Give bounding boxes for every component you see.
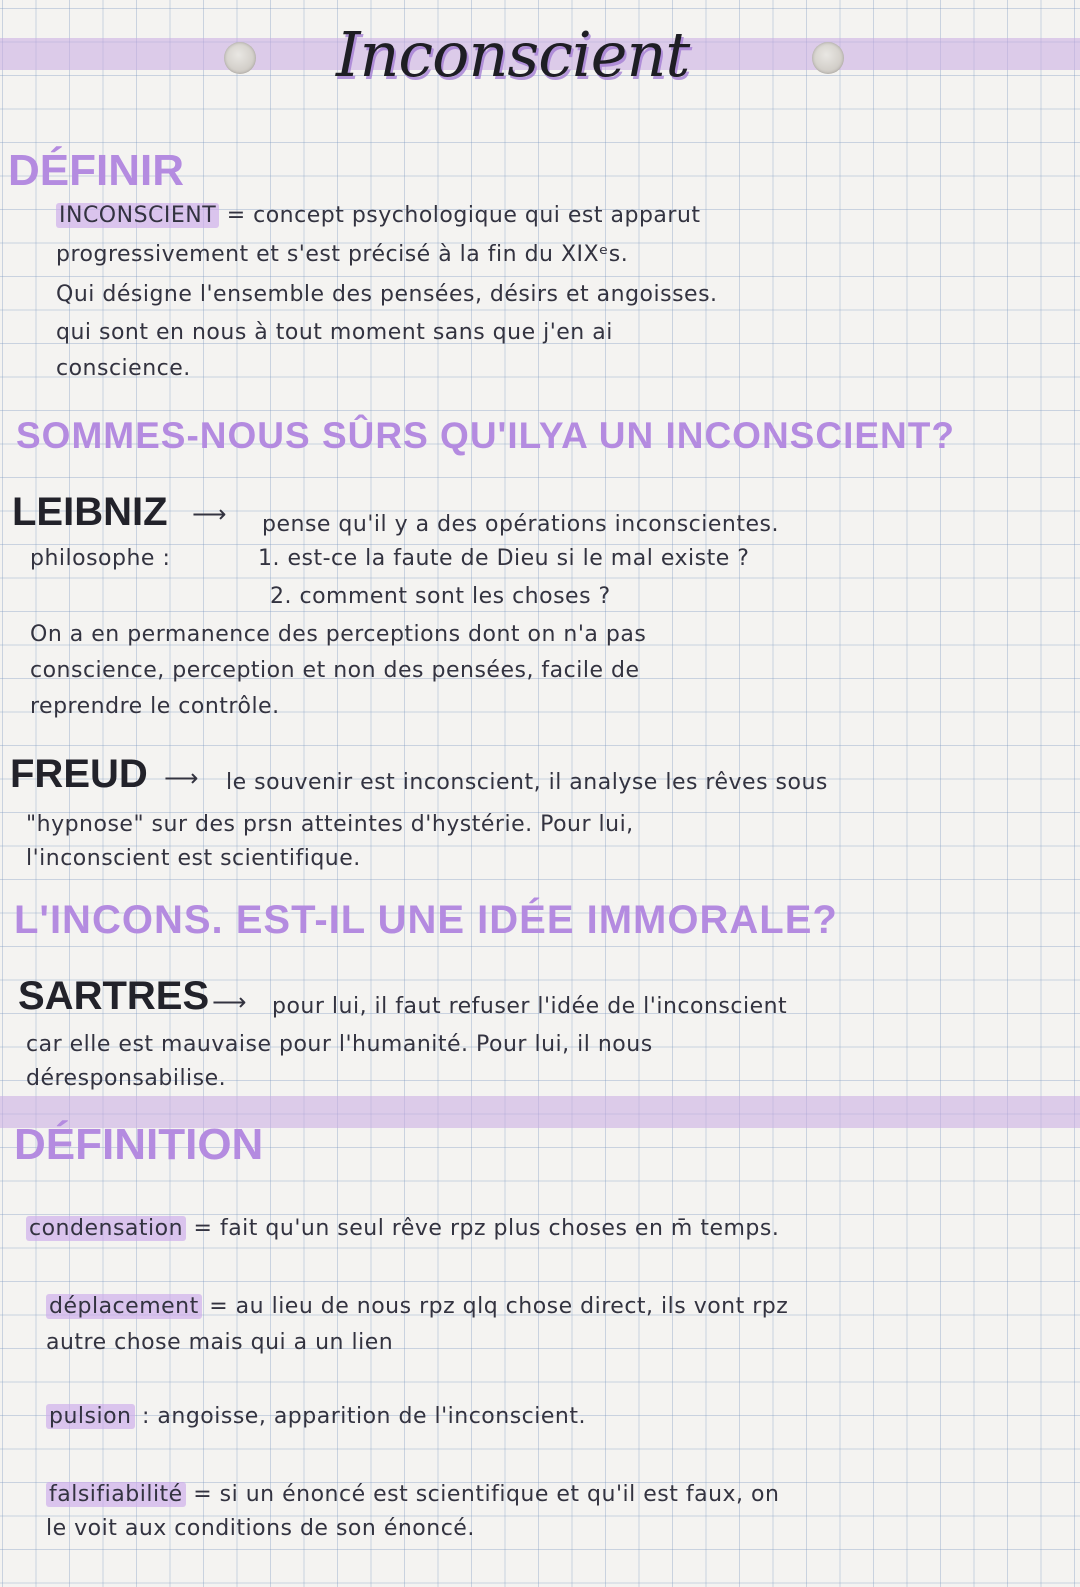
leibniz-line-6: reprendre le contrôle. bbox=[30, 694, 280, 719]
definir-line-2: progressivement et s'est précisé à la fin du XIXᵉs. bbox=[56, 242, 629, 267]
term-pulsion: pulsion bbox=[46, 1404, 135, 1429]
binder-hole-right bbox=[812, 42, 844, 74]
definition-deplacement-line-2: autre chose mais qui a un lien bbox=[46, 1330, 394, 1355]
freud-line-2: "hypnose" sur des prsn atteintes d'hystérie. Pour lui, bbox=[26, 812, 634, 837]
binder-hole-left bbox=[224, 42, 256, 74]
definir-line-1 bbox=[56, 205, 701, 227]
definition-item-falsifiabilite bbox=[46, 1484, 779, 1506]
section-heading-definition: DÉFINITION bbox=[14, 1120, 264, 1169]
page-title: Inconscient bbox=[336, 18, 690, 91]
freud-line-3: l'inconscient est scientifique. bbox=[26, 846, 361, 871]
definition-falsifiabilite-line-2: le voit aux conditions de son énoncé. bbox=[46, 1516, 475, 1541]
question-heading-2-text: L'INCONS. EST-IL UNE IDÉE IMMORALE? bbox=[14, 898, 838, 942]
question-heading-2 bbox=[14, 898, 838, 943]
definir-line-4: qui sont en nous à tout moment sans que j'en ai bbox=[56, 320, 613, 345]
definition-falsifiabilite-text: = si un énoncé est scientifique et qu'il est faux, on bbox=[193, 1482, 780, 1507]
definition-pulsion-text: : angoisse, apparition de l'inconscient. bbox=[142, 1404, 586, 1429]
term-condensation: condensation bbox=[26, 1216, 186, 1241]
term-falsifiabilite: falsifiabilité bbox=[46, 1482, 186, 1507]
term-deplacement: déplacement bbox=[46, 1294, 202, 1319]
section-heading-definir: DÉFINIR bbox=[8, 146, 184, 195]
arrow-leibniz: ⟶ bbox=[192, 500, 227, 528]
leibniz-line-4: On a en permanence des perceptions dont on n'a pas bbox=[30, 622, 647, 647]
definir-text-1: = concept psychologique qui est apparut bbox=[226, 203, 701, 228]
author-sartres: SARTRES bbox=[18, 974, 210, 1018]
definition-item-condensation bbox=[26, 1218, 779, 1240]
leibniz-line-3: 2. comment sont les choses ? bbox=[270, 584, 611, 609]
sartres-line-3: déresponsabilise. bbox=[26, 1066, 227, 1091]
leibniz-line-5: conscience, perception et non des pensées, facile de bbox=[30, 658, 640, 683]
sartres-line-1: pour lui, il faut refuser l'idée de l'inconscient bbox=[272, 994, 788, 1019]
definition-item-deplacement bbox=[46, 1296, 788, 1318]
sartres-line-2: car elle est mauvaise pour l'humanité. Pour lui, il nous bbox=[26, 1032, 653, 1057]
leibniz-line-1: pense qu'il y a des opérations inconscientes. bbox=[262, 512, 779, 537]
definition-item-pulsion bbox=[46, 1406, 586, 1428]
leibniz-label: philosophe : bbox=[30, 546, 171, 571]
term-inconscient: INCONSCIENT bbox=[56, 203, 219, 228]
definir-line-5: conscience. bbox=[56, 356, 191, 381]
arrow-freud: ⟶ bbox=[164, 764, 199, 792]
author-freud: FREUD bbox=[10, 752, 148, 796]
definition-condensation-text: = fait qu'un seul rêve rpz plus choses en m̄ temps. bbox=[193, 1216, 780, 1241]
arrow-sartres: ⟶ bbox=[212, 988, 247, 1016]
definir-line-3: Qui désigne l'ensemble des pensées, désirs et angoisses. bbox=[56, 282, 718, 307]
question-heading-1: SOMMES-NOUS SÛRS QU'ILYA UN INCONSCIENT? bbox=[16, 415, 955, 456]
leibniz-line-2: 1. est-ce la faute de Dieu si le mal existe ? bbox=[258, 546, 750, 571]
definition-deplacement-text: = au lieu de nous rpz qlq chose direct, ils vont rpz bbox=[209, 1294, 789, 1319]
freud-line-1: le souvenir est inconscient, il analyse les rêves sous bbox=[226, 770, 828, 795]
author-leibniz: LEIBNIZ bbox=[12, 490, 168, 534]
